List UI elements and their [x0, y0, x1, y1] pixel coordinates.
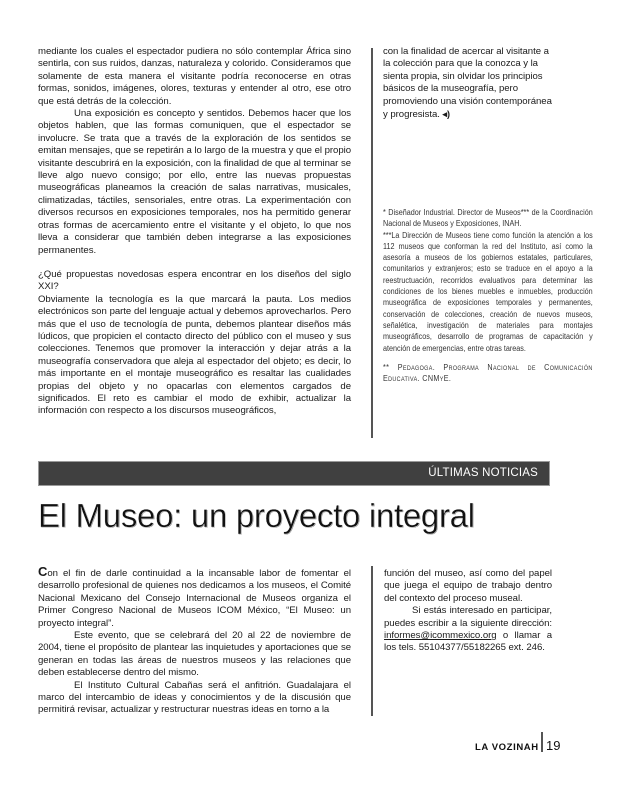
- email-link[interactable]: informes@icommexico.org: [384, 630, 497, 642]
- column-divider: [371, 48, 373, 438]
- end-of-article-icon: ◂): [442, 109, 450, 120]
- interview-right-column: [383, 46, 553, 121]
- paragraph: [384, 605, 552, 655]
- page-number: 19: [546, 738, 561, 753]
- paragraph: El Instituto Cultural Cabañas será el anfitrión. Guadalajara el marco del intercambio de ideas y conocimientos y de la discusión que permitirá revisar, actualizar y restructurar nuestras ideas en torno a la: [38, 679, 351, 716]
- footnote-pedagoga: ** Pedagoga. Programa Nacional de Comunicación Educativa. CNMyE.: [383, 362, 593, 384]
- interview-question: ¿Qué propuestas novedosas espera encontrar en los diseños del siglo XXI?: [38, 268, 351, 293]
- paragraph: Este evento, que se celebrará del 20 al 22 de noviembre de 2004, tiene el propósito de plantear las inquietudes y aportaciones que se generan en todas las áreas de nuestros museos y las relaciones que deben establecerse dentro del mismo.: [38, 630, 351, 679]
- paragraph: mediante los cuales el espectador pudiera no sólo contemplar África sino sentirla, con sus ruidos, danzas, naturaleza y colorido. Consideramos que solamente de esta manera el visitante podría reconocerse en otras formas, sonidos, imágenes, olores, texturas y entender al otro, ese otro que está detrás de la colección.: [38, 46, 351, 107]
- contact-phone-text: o llamar a los tels. 55104377/55182265 ext. 246.: [384, 630, 552, 654]
- interview-left-column: [38, 46, 351, 418]
- publication-name: LA VOZINAH: [475, 742, 539, 753]
- drop-cap: C: [38, 564, 48, 579]
- paragraph: función del museo, así como del papel que juega el equipo de trabajo dentro del contexto del proceso museal.: [384, 568, 552, 604]
- article-left-column: [38, 566, 351, 717]
- contact-text: Si estás interesado en participar, puedes escribir a la siguiente dirección:: [384, 605, 552, 629]
- column-divider: [371, 566, 373, 716]
- paragraph: Una exposición es concepto y sentidos. Debemos hacer que los objetos hablen, que las formas comuniquen, que el espectador se involucre. Se trata que a través de la exploración de los sentidos se emitan mensajes, que se repetirán a lo largo de la muestra y que el propio visitante descubrirá en la exposición, con la finalidad de que al terminar se lleve algo nuevo consigo; por ello, entre las nuevas propuestas museográficas planeamos la creación de salas narrativas, musicales, climatizadas, táctiles, sensoriales, entre otras. La experimentación con diversos recursos en exposiciones temporales, nos ha permitido generar otras formas de acercamiento entre el visitante y el objeto, lo que nos lleva a considerar que también deben integrarse a las exposiciones permanentes.: [38, 108, 351, 256]
- footnote-direccion-museos: ***La Dirección de Museos tiene como función la atención a los 112 museos que conforman la red del Instituto, así como la asesoría a museos de los gobiernos estatales, particulares, comunitarios y extranjeros; esto se traduce en el apoyo a la reestructuación, recorridos evaluativos para determinar las condiciones de los bienes muebles e inmuebles, producción museográfica de exposiciones temporales y permanentes, conservación de colecciones, creación de nuevos museos, señalética, investigación de materiales para montajes museográficos, desarrollo de programas de capacitación y atención de emergencias, entre otras tareas.: [383, 230, 593, 353]
- paragraph: [38, 566, 351, 630]
- section-label: ÚLTIMAS NOTICIAS: [428, 467, 538, 479]
- section-banner: [38, 461, 550, 486]
- closing-paragraph: con la finalidad de acercar al visitante a la colección para que la conozca y la sienta propia, sin olvidar los principios básicos de la museografía, pero promoviendo una visión contemporánea y progresista.: [383, 46, 552, 121]
- interview-answer: Obviamente la tecnología es la que marcará la pauta. Los medios electrónicos son parte del lenguaje actual y debemos aprovecharlos. Pero más que el uso de tecnología de punta, debemos plantear diseños más lúdicos, que propicien el contacto directo del público con el museo y sus colecciones. Tenemos que promover la interacción y dejar atrás a la museografía conservadora que aleja al espectador del objeto; es decir, lo más importante en el montaje museográfico es resaltar las cualidades propias del objeto y no opacarlas con elementos cargados de significados. El reto es cambiar el modo de exhibir, actualizar la información con respecto a los discursos museográficos,: [38, 293, 351, 417]
- footnotes: [383, 207, 593, 384]
- footnote-author: * Diseñador Industrial. Director de Museos*** de la Coordinación Nacional de Museos y Exposiciones, INAH.: [383, 208, 593, 229]
- paragraph: [383, 46, 553, 121]
- article-right-column: [384, 568, 552, 655]
- article-headline: El Museo: un proyecto integral: [38, 497, 475, 534]
- footer-divider: [541, 732, 543, 752]
- lead-text: on el fin de darle continuidad a la incansable labor de fomentar el desarrollo profesional de quienes nos dedicamos a los museos, el Comité Nacional Mexicano del Consejo Internacional de Museos organiza el Primer Congreso Nacional de Museos ICOM México, “El Museo: un proyecto integral”.: [38, 568, 351, 629]
